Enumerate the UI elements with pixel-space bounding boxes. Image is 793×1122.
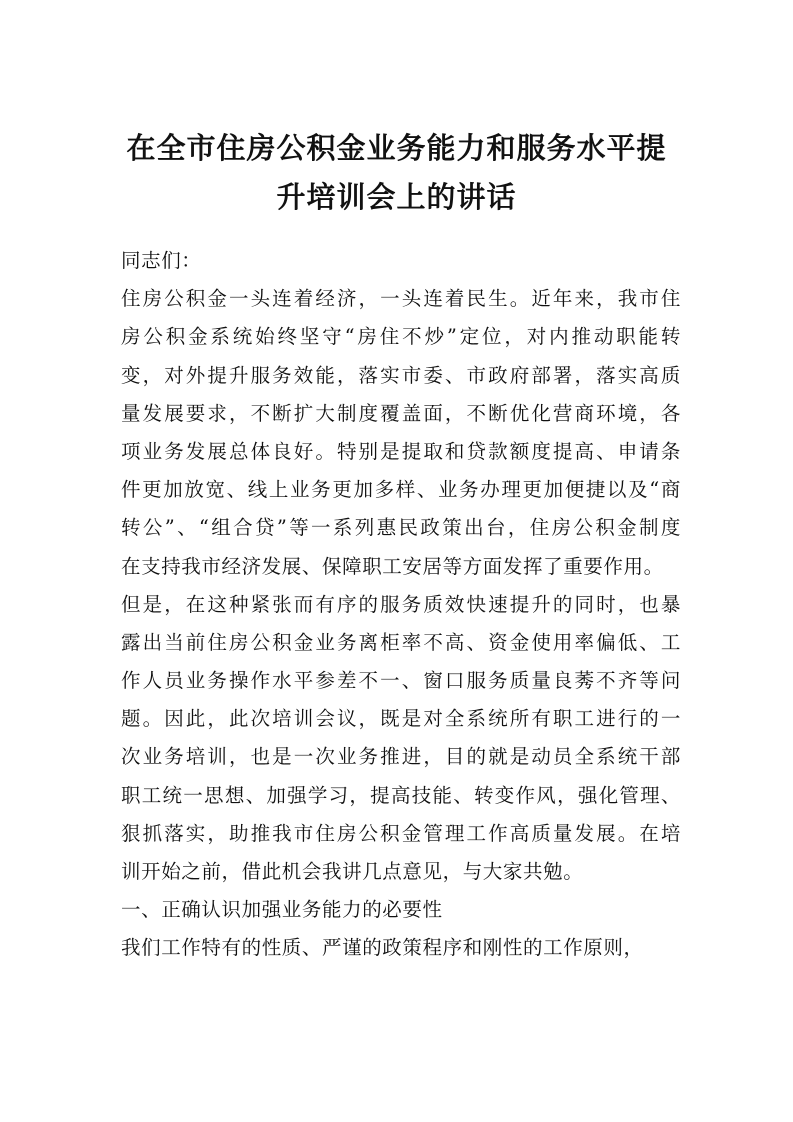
paragraph-line: 变，对外提升服务效能，落实市委、市政府部署，落实高质 [121, 363, 681, 387]
paragraph-line: 在支持我市经济发展、保障职工安居等方面发挥了重要作用。 [121, 554, 664, 578]
paragraph-line: 狠抓落实，助推我市住房公积金管理工作高质量发展。在培 [121, 821, 681, 845]
paragraph-line: 次业务培训，也是一次业务推进，目的就是动员全系统干部 [121, 745, 681, 769]
paragraph-line: 题。因此，此次培训会议，既是对全系统所有职工进行的一 [121, 707, 681, 731]
section-heading: 一、正确认识加强业务能力的必要性 [121, 898, 443, 922]
paragraph-line: 项业务发展总体良好。特别是提取和贷款额度提高、申请条 [121, 439, 681, 463]
paragraph-line: 露出当前住房公积金业务离柜率不高、资金使用率偏低、工 [121, 630, 681, 654]
document-body [121, 242, 681, 968]
paragraph-line: 训开始之前，借此机会我讲几点意见，与大家共勉。 [121, 860, 584, 883]
paragraph-line: 件更加放宽、线上业务更加多样、业务办理更加便捷以及“商 [121, 478, 681, 502]
paragraph-line: 房公积金系统始终坚守“房住不炒”定位，对内推动职能转 [121, 325, 681, 349]
document-title-line-1: 在全市住房公积金业务能力和服务水平提 [126, 131, 667, 165]
paragraph-line: 职工统一思想、加强学习，提高技能、转变作风，强化管理、 [121, 783, 681, 807]
paragraph-line: 住房公积金一头连着经济，一头连着民生。近年来，我市住 [121, 287, 681, 311]
paragraph-line: 作人员业务操作水平参差不一、窗口服务质量良莠不齐等问 [121, 669, 681, 693]
salutation: 同志们： [121, 249, 202, 272]
document-title-line-2: 升培训会上的讲话 [276, 180, 517, 214]
paragraph-line: 但是，在这种紧张而有序的服务质效快速提升的同时，也暴 [121, 592, 681, 616]
paragraph-line: 我们工作特有的性质、严谨的政策程序和刚性的工作原则， [121, 936, 644, 960]
paragraph-line: 量发展要求，不断扩大制度覆盖面，不断优化营商环境，各 [121, 401, 681, 425]
paragraph-line: 转公”、“组合贷”等一系列惠民政策出台，住房公积金制度 [121, 516, 681, 540]
